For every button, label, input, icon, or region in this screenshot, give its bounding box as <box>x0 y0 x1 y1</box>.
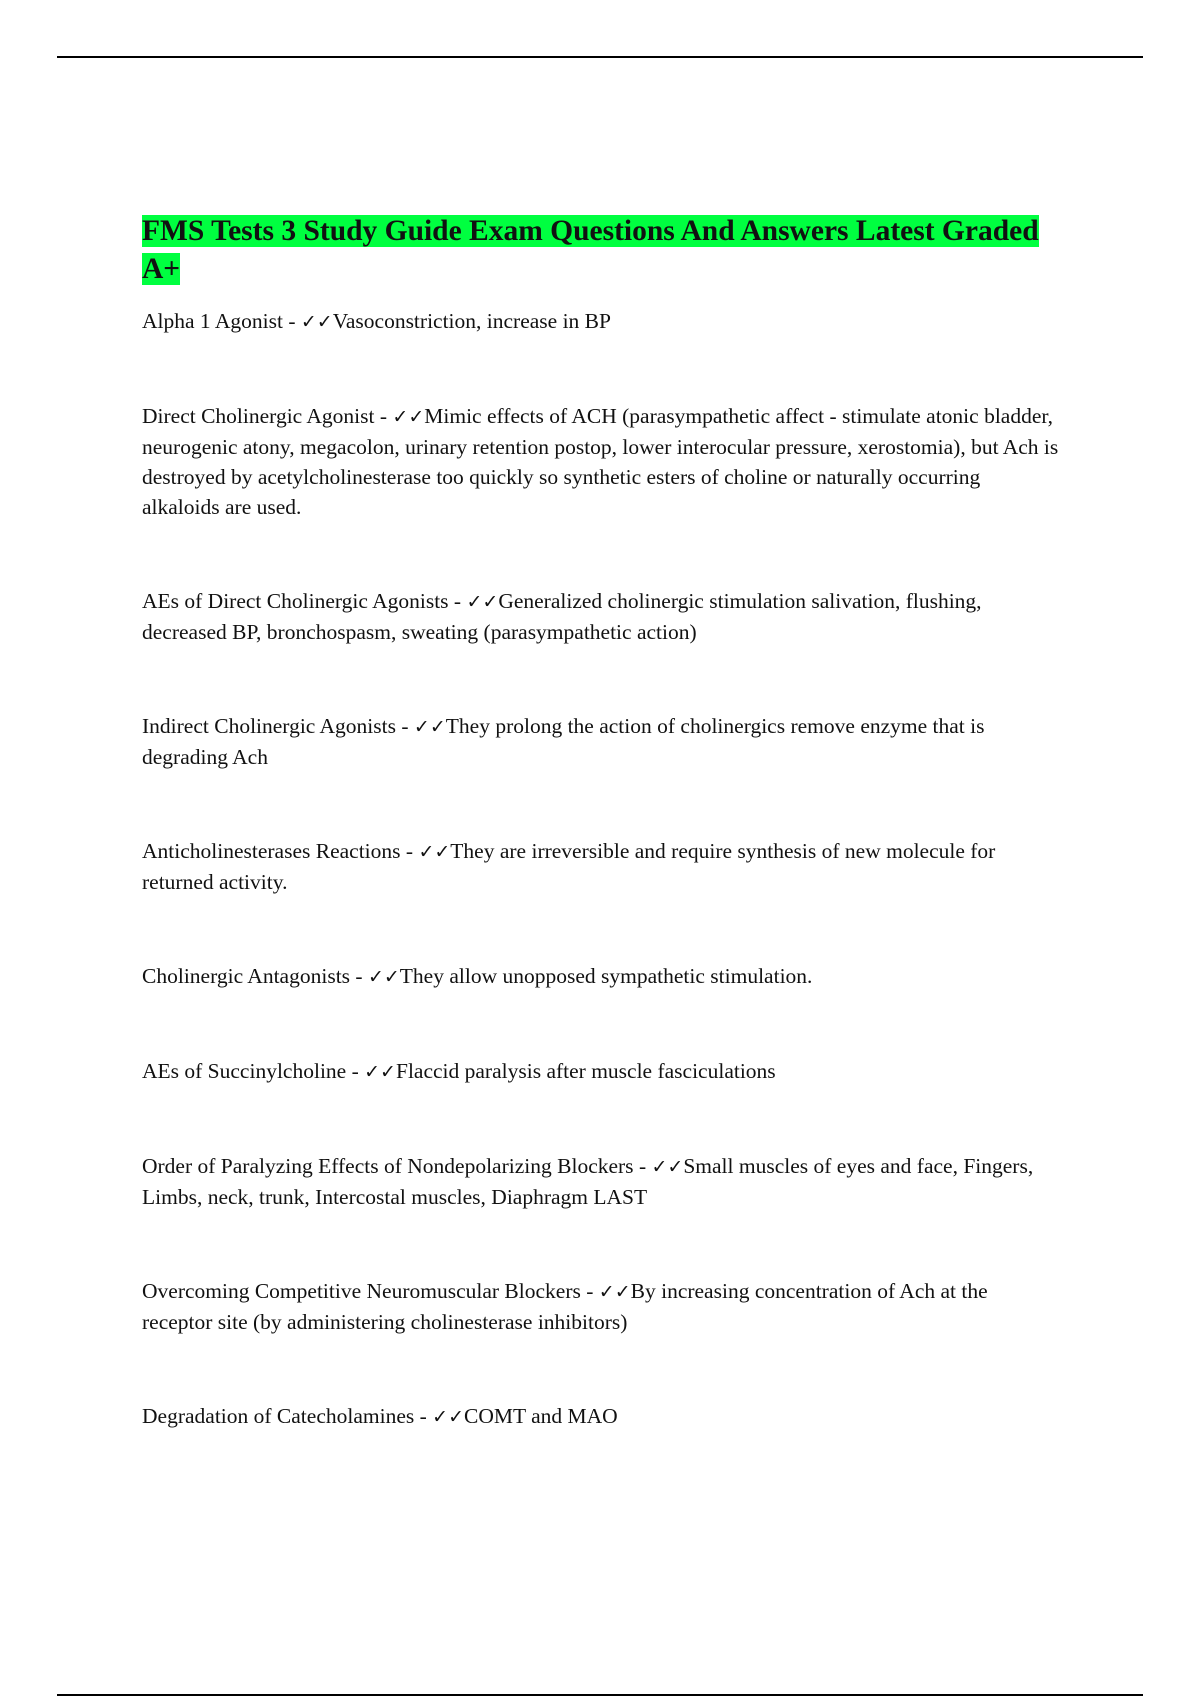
qa-entry <box>142 1276 1062 1337</box>
title-highlight: FMS Tests 3 Study Guide Exam Questions And Answers Latest Graded A+ <box>142 215 1039 285</box>
document-body <box>142 212 1062 1432</box>
qa-term: AEs of Succinylcholine <box>142 1059 347 1083</box>
double-check-icon: ✓✓ <box>364 1061 396 1083</box>
double-check-icon: ✓✓ <box>432 1406 465 1428</box>
qa-entry <box>142 401 1062 522</box>
qa-entry <box>142 711 1062 772</box>
qa-separator: - <box>633 1154 652 1178</box>
qa-entry <box>142 306 1062 337</box>
double-check-icon: ✓✓ <box>651 1156 684 1178</box>
qa-entry <box>142 961 1062 992</box>
qa-entry <box>142 586 1062 647</box>
qa-separator: - <box>396 714 414 738</box>
qa-answer: Flaccid paralysis after muscle fasciculations <box>395 1059 776 1083</box>
qa-answer: Small muscles of eyes and face, Fingers, Limbs, neck, trunk, Intercostal muscles, Diaphragm LAST <box>142 1154 1034 1209</box>
double-check-icon: ✓✓ <box>300 311 333 333</box>
qa-separator: - <box>374 404 393 428</box>
qa-term: Anticholinesterases Reactions <box>142 839 401 863</box>
qa-term: Direct Cholinergic Agonist <box>142 404 375 428</box>
qa-entry <box>142 1151 1062 1212</box>
qa-separator: - <box>346 1059 365 1083</box>
qa-answer: Mimic effects of ACH (parasympathetic affect - stimulate atonic bladder, neurogenic atony, megacolon, urinary retention postop, lower interocular pressure, xerostomia), but Ach is destroyed by acetylcholinesterase too quickly so synthetic esters of choline or naturally occurring alkaloids are used. <box>142 404 1059 519</box>
qa-answer: They are irreversible and require synthesis of new molecule for returned activity. <box>142 839 996 894</box>
double-check-icon: ✓✓ <box>598 1281 631 1303</box>
qa-term: Indirect Cholinergic Agonists <box>142 714 396 738</box>
qa-answer: COMT and MAO <box>464 1404 618 1428</box>
qa-term: Degradation of Catecholamines <box>142 1404 415 1428</box>
qa-separator: - <box>350 964 368 988</box>
qa-term: Alpha 1 Agonist <box>142 309 283 333</box>
qa-answer: Vasoconstriction, increase in BP <box>332 309 611 333</box>
double-check-icon: ✓✓ <box>413 716 446 738</box>
double-check-icon: ✓✓ <box>466 591 499 613</box>
qa-term: Order of Paralyzing Effects of Nondepolarizing Blockers <box>142 1154 634 1178</box>
qa-answer: Generalized cholinergic stimulation salivation, flushing, decreased BP, bronchospasm, sweating (parasympathetic action) <box>142 589 982 644</box>
top-rule <box>57 56 1143 58</box>
qa-entry <box>142 1056 1062 1087</box>
document-title <box>142 212 1062 288</box>
qa-entry <box>142 836 1062 897</box>
qa-separator: - <box>282 309 301 333</box>
qa-separator: - <box>400 839 419 863</box>
qa-term: Overcoming Competitive Neuromuscular Blockers <box>142 1279 581 1303</box>
qa-entry <box>142 1401 1062 1432</box>
qa-separator: - <box>448 589 467 613</box>
qa-answer: By increasing concentration of Ach at the receptor site (by administering cholinesterase inhibitors) <box>142 1279 988 1334</box>
qa-separator: - <box>414 1404 433 1428</box>
qa-term: AEs of Direct Cholinergic Agonists <box>142 589 449 613</box>
qa-answer: They prolong the action of cholinergics remove enzyme that is degrading Ach <box>142 714 985 769</box>
qa-answer: They allow unopposed sympathetic stimulation. <box>399 964 813 988</box>
double-check-icon: ✓✓ <box>392 406 425 428</box>
bottom-rule <box>57 1694 1143 1696</box>
qa-term: Cholinergic Antagonists <box>142 964 351 988</box>
double-check-icon: ✓✓ <box>418 841 451 863</box>
double-check-icon: ✓✓ <box>367 966 400 988</box>
qa-separator: - <box>580 1279 599 1303</box>
